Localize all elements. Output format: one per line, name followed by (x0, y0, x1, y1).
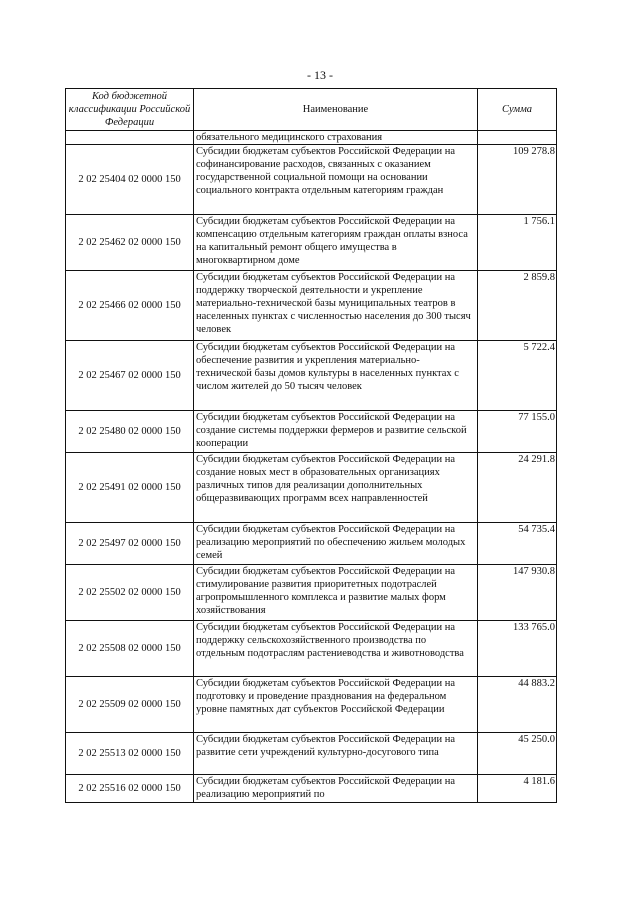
header-name: Наименование (194, 89, 478, 131)
table-row (66, 271, 557, 341)
row-sum: 147 930.8 (478, 565, 557, 621)
row-sum (478, 131, 557, 145)
table-row (66, 565, 557, 621)
row-sum: 2 859.8 (478, 271, 557, 341)
row-name: Субсидии бюджетам субъектов Российской Федерации на компенсацию отдельным категориям граждан оплаты взноса на капитальный ремонт общего имущества в многоквартирном доме (194, 215, 478, 271)
row-name: Субсидии бюджетам субъектов Российской Федерации на стимулирование развития приоритетных подотраслей агропромышленного комплекса и развитие малых форм хозяйствования (194, 565, 478, 621)
row-name: Субсидии бюджетам субъектов Российской Федерации на развитие сети учреждений культурно-досугового типа (194, 733, 478, 775)
row-sum: 24 291.8 (478, 453, 557, 523)
row-sum: 109 278.8 (478, 145, 557, 215)
row-sum: 133 765.0 (478, 621, 557, 677)
row-code: 2 02 25466 02 0000 150 (66, 271, 194, 341)
row-code: 2 02 25404 02 0000 150 (66, 145, 194, 215)
row-code (66, 131, 194, 145)
row-code: 2 02 25502 02 0000 150 (66, 565, 194, 621)
row-name: Субсидии бюджетам субъектов Российской Федерации на реализацию мероприятий по обеспечению жильем молодых семей (194, 523, 478, 565)
row-sum: 77 155.0 (478, 411, 557, 453)
row-code: 2 02 25462 02 0000 150 (66, 215, 194, 271)
table-row (66, 621, 557, 677)
row-name: Субсидии бюджетам субъектов Российской Федерации на поддержку творческой деятельности и укрепление материально-технической базы муниципальных театров в населенных пунктах с численностью населения до 300 тысяч человек (194, 271, 478, 341)
row-sum: 45 250.0 (478, 733, 557, 775)
header-code: Код бюджетной классификации Российской Федерации (66, 89, 194, 131)
row-sum: 44 883.2 (478, 677, 557, 733)
row-code: 2 02 25467 02 0000 150 (66, 341, 194, 411)
table-row (66, 215, 557, 271)
table-row (66, 523, 557, 565)
table-row (66, 775, 557, 803)
page-number: - 13 - (307, 68, 333, 82)
table-row (66, 733, 557, 775)
row-name: Субсидии бюджетам субъектов Российской Федерации на поддержку сельскохозяйственного производства по отдельным подотраслям растениеводства и животноводства (194, 621, 478, 677)
row-code: 2 02 25516 02 0000 150 (66, 775, 194, 803)
row-name: Субсидии бюджетам субъектов Российской Федерации на обеспечение развития и укрепления материально-технической базы домов культуры в населенных пунктах с числом жителей до 50 тысяч человек (194, 341, 478, 411)
table-row (66, 677, 557, 733)
row-code: 2 02 25491 02 0000 150 (66, 453, 194, 523)
row-name: Субсидии бюджетам субъектов Российской Федерации на подготовку и проведение празднования на федеральном уровне памятных дат субъектов Российской Федерации (194, 677, 478, 733)
table-row (66, 453, 557, 523)
row-sum: 1 756.1 (478, 215, 557, 271)
table-row (66, 341, 557, 411)
row-code: 2 02 25497 02 0000 150 (66, 523, 194, 565)
row-code: 2 02 25513 02 0000 150 (66, 733, 194, 775)
row-name: Субсидии бюджетам субъектов Российской Федерации на создание новых мест в образовательных организациях различных типов для реализации дополнительных общеразвивающих программ всех направленностей (194, 453, 478, 523)
row-code: 2 02 25508 02 0000 150 (66, 621, 194, 677)
row-sum: 4 181.6 (478, 775, 557, 803)
table-row (66, 145, 557, 215)
row-name: Субсидии бюджетам субъектов Российской Федерации на софинансирование расходов, связанных с оказанием государственной социальной помощи на основании социального контракта отдельным категориям граждан (194, 145, 478, 215)
table-row (66, 411, 557, 453)
row-sum: 54 735.4 (478, 523, 557, 565)
row-name: Субсидии бюджетам субъектов Российской Федерации на создание системы поддержки фермеров и развитие сельской кооперации (194, 411, 478, 453)
row-code: 2 02 25509 02 0000 150 (66, 677, 194, 733)
header-sum: Сумма (478, 89, 557, 131)
table-row (66, 131, 557, 145)
row-sum: 5 722.4 (478, 341, 557, 411)
row-name: Субсидии бюджетам субъектов Российской Федерации на реализацию мероприятий по (194, 775, 478, 803)
row-code: 2 02 25480 02 0000 150 (66, 411, 194, 453)
budget-table (65, 88, 557, 803)
row-name: обязательного медицинского страхования (194, 131, 478, 145)
table-header-row (66, 89, 557, 131)
